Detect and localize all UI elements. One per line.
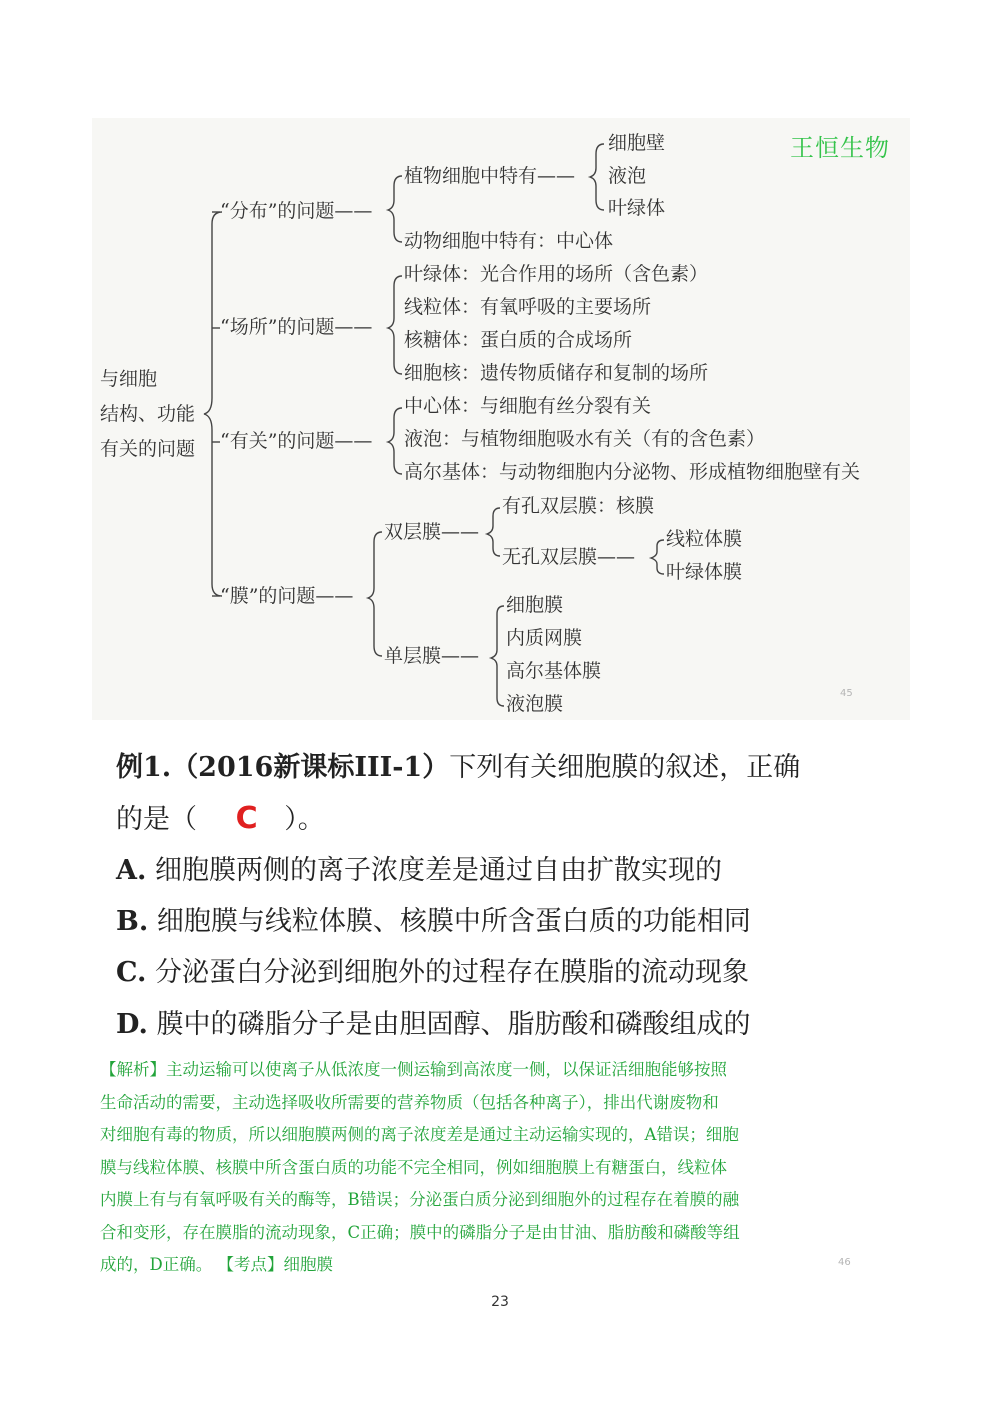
- page-number: 23: [491, 1294, 509, 1310]
- analysis-line: 生命活动的需要，主动选择吸收所需要的营养物质（包括各种离子），排出代谢废物和: [100, 1092, 719, 1112]
- option-text: 细胞膜与线粒体膜、核膜中所含蛋白质的功能相同: [156, 906, 751, 937]
- distribution-label: “分布”的问题——: [220, 200, 373, 222]
- plant-specific-label: 植物细胞中特有——: [404, 165, 576, 187]
- option-text: 细胞膜两侧的离子浓度差是通过自由扩散实现的: [154, 855, 722, 886]
- option-a: [116, 857, 722, 884]
- related-item-golgi: 高尔基体：与动物细胞内分泌物、形成植物细胞壁有关: [404, 461, 861, 483]
- nonpored-double-membrane: 无孔双层膜——: [502, 546, 636, 568]
- root-topic: [100, 362, 195, 467]
- analysis-line: 膜与线粒体膜、核膜中所含蛋白质的功能不完全相同，例如细胞膜上有糖蛋白，线粒体: [100, 1157, 727, 1177]
- option-text: 分泌蛋白分泌到细胞外的过程存在膜脂的流动现象: [155, 957, 750, 988]
- root-line-1: 与细胞: [100, 368, 158, 390]
- root-line-2: 结构、功能: [100, 403, 196, 425]
- diagram-panel: [92, 118, 910, 720]
- analysis-block: [100, 1054, 910, 1282]
- animal-specific-label: 动物细胞中特有：中心体: [404, 230, 614, 252]
- option-text: 膜中的磷脂分子是由胆固醇、脂肪酸和磷酸组成的: [156, 1009, 751, 1040]
- single-item-golgi-membrane: 高尔基体膜: [506, 660, 602, 682]
- site-item-chloroplast: 叶绿体：光合作用的场所（含色素）: [404, 263, 709, 285]
- slide-number-45: 45: [840, 688, 853, 699]
- answer-mark: C: [235, 801, 258, 836]
- pored-double-membrane: 有孔双层膜：核膜: [502, 495, 655, 517]
- site-item-nucleus: 细胞核：遗传物质储存和复制的场所: [404, 362, 709, 384]
- option-b: [116, 908, 751, 935]
- single-item-cell-membrane: 细胞膜: [506, 594, 564, 616]
- analysis-line: 【解析】主动运输可以使离子从低浓度一侧运输到高浓度一侧，以保证活细胞能够按照: [100, 1060, 727, 1079]
- root-line-3: 有关的问题: [100, 438, 196, 460]
- single-item-er-membrane: 内质网膜: [506, 627, 583, 649]
- question-stem-2b: ）。: [284, 804, 325, 835]
- site-item-mitochondria: 线粒体：有氧呼吸的主要场所: [404, 296, 652, 318]
- membrane-label: “膜”的问题——: [220, 585, 354, 607]
- analysis-line: 成的，D正确。 【考点】细胞膜: [100, 1255, 333, 1274]
- plant-item-vacuole: 液泡: [608, 165, 647, 187]
- related-label: “有关”的问题——: [220, 430, 373, 452]
- question-prefix: 例1.: [116, 752, 172, 783]
- related-item-centrosome: 中心体：与细胞有丝分裂有关: [404, 395, 652, 417]
- double-membrane-label: 双层膜——: [384, 521, 480, 543]
- option-key: B.: [116, 906, 149, 937]
- related-item-vacuole: 液泡：与植物细胞吸水有关（有的含色素）: [404, 428, 766, 450]
- question-source: （2016新课标III-1）: [171, 752, 450, 783]
- option-key: C.: [116, 957, 147, 988]
- option-key: A.: [116, 855, 147, 886]
- site-item-ribosome: 核糖体：蛋白质的合成场所: [404, 329, 633, 351]
- single-membrane-label: 单层膜——: [384, 645, 480, 667]
- analysis-line: 对细胞有毒的物质，所以细胞膜两侧的离子浓度差是通过主动运输实现的，A错误；细胞: [100, 1125, 739, 1144]
- option-d: [116, 1011, 750, 1038]
- slide-number-46: 46: [838, 1257, 851, 1268]
- question-stem-line-2: [116, 801, 325, 836]
- analysis-line: 内膜上有与有氧呼吸有关的酶等，B错误；分泌蛋白质分泌到细胞外的过程存在着膜的融: [100, 1190, 740, 1209]
- single-item-vacuole-membrane: 液泡膜: [506, 693, 564, 715]
- question-stem-1: 下列有关细胞膜的叙述，正确: [449, 752, 801, 783]
- plant-item-chloroplast: 叶绿体: [608, 197, 666, 219]
- question-stem-2a: 的是（: [116, 804, 197, 835]
- option-c: [116, 959, 749, 986]
- analysis-line: 合和变形，存在膜脂的流动现象，C正确；膜中的磷脂分子是由甘油、脂肪酸和磷酸等组: [100, 1222, 740, 1242]
- mitochondrial-membrane: 线粒体膜: [666, 528, 743, 550]
- chloroplast-membrane: 叶绿体膜: [666, 561, 743, 583]
- brand-label: 王恒生物: [790, 134, 890, 162]
- option-key: D.: [116, 1009, 148, 1040]
- site-label: “场所”的问题——: [220, 316, 373, 338]
- question-stem-line-1: [116, 754, 800, 781]
- plant-item-cell-wall: 细胞壁: [608, 132, 666, 154]
